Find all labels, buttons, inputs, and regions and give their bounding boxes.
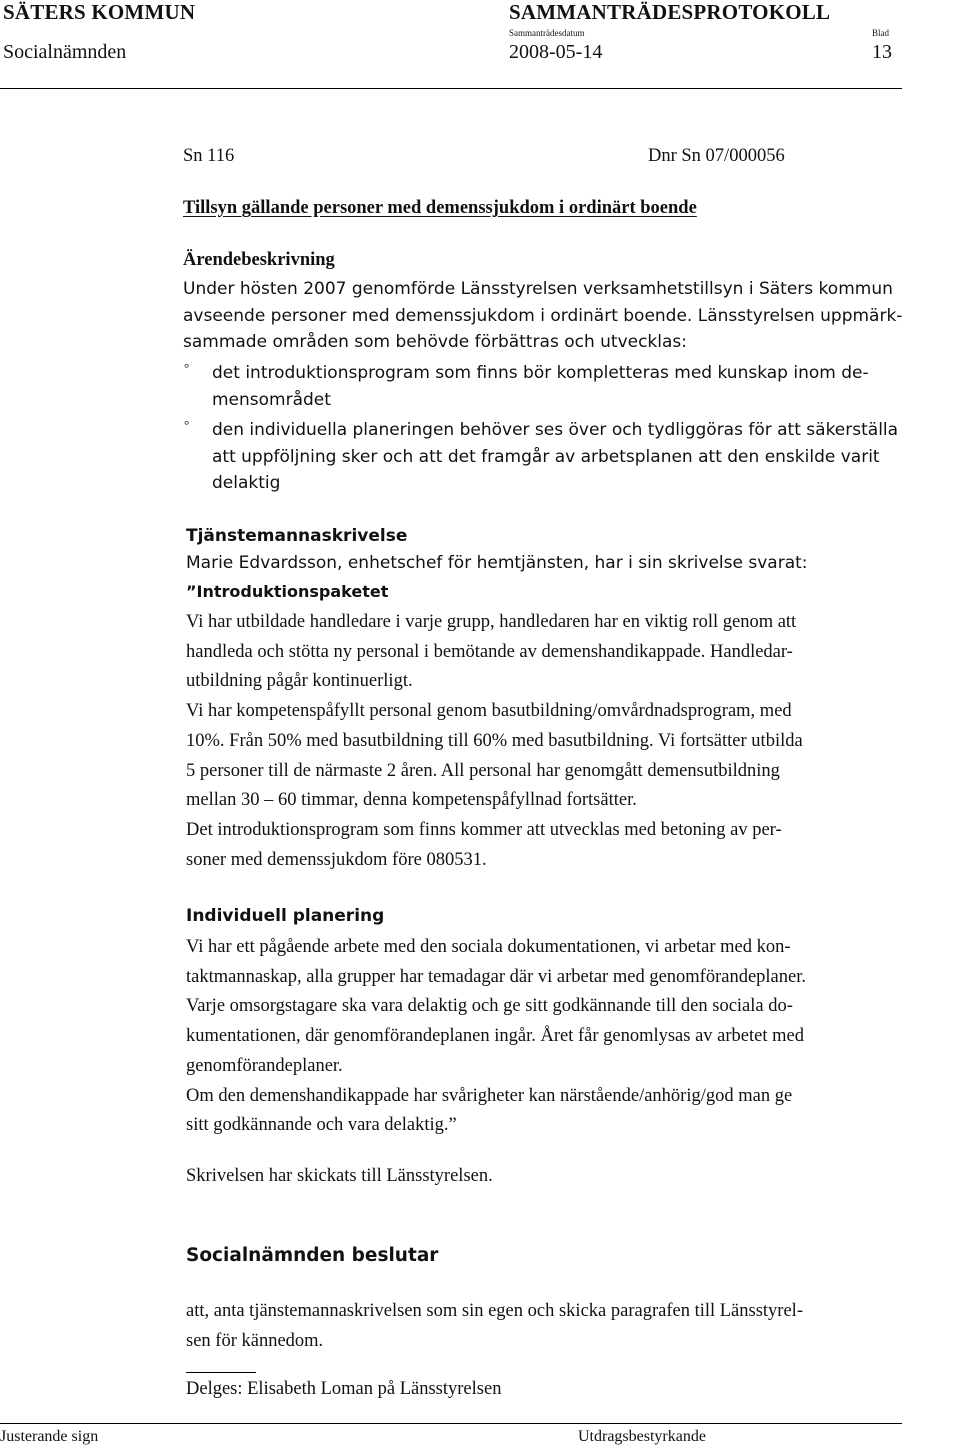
municipality-name: SÄTERS KOMMUN — [3, 0, 196, 24]
text-line: att uppföljning sker och att det framgår av arbetsplanen att den enskilde varit — [212, 446, 880, 467]
text-line: utbildning pågår kontinuerligt. — [186, 671, 413, 692]
text-line: Vi har ett pågående arbete med den sociala dokumentationen, vi arbetar med kon- — [186, 937, 791, 957]
document-type: SAMMANTRÄDESPROTOKOLL — [509, 0, 831, 24]
text-line: mellan 30 – 60 timmar, denna kompetenspåfyllnad fortsätter. — [186, 790, 637, 811]
tjansteman-heading: Tjänstemannaskrivelse — [186, 526, 408, 546]
footer-utdrag: Utdragsbestyrkande — [578, 1428, 706, 1445]
beslut-body — [186, 1297, 803, 1356]
header-rule — [0, 88, 902, 89]
arende-heading: Ärendebeskrivning — [183, 250, 335, 270]
text-line: sammade områden som behövde förbättras och utvecklas: — [183, 332, 688, 352]
text-line: Vi har utbildade handledare i varje grupp, handledaren har en viktig roll genom att — [186, 612, 797, 632]
footer-rule — [0, 1423, 902, 1424]
text-line: Under hösten 2007 genomförde Länsstyrelsen verksamhetstillsyn i Säters kommun — [183, 279, 893, 299]
text-line: taktmannaskap, alla grupper har temadagar där vi arbetar med genomförandeplaner. — [186, 966, 806, 987]
text-line: att, anta tjänstemannaskrivelsen som sin egen och skicka paragrafen till Länsstyrel- — [186, 1301, 803, 1321]
text-line: Om den demenshandikappade har svårigheter kan närstående/anhörig/god man ge — [186, 1085, 793, 1106]
bullet-item — [212, 417, 898, 497]
text-line: avseende personer med demenssjukdom i ordinärt boende. Länsstyrelsen uppmärk- — [183, 305, 903, 326]
text-line: det introduktionsprogram som finns bör kompletteras med kunskap inom de- — [212, 363, 869, 383]
committee-name: Socialnämnden — [3, 41, 127, 63]
introduktion-subheading: ”Introduktionspaketet — [186, 582, 389, 601]
tjansteman-body — [186, 608, 803, 875]
text-line: mensområdet — [212, 389, 331, 410]
page-label: Blad — [872, 28, 889, 38]
text-line: soner med demenssjukdom före 080531. — [186, 849, 487, 870]
text-line: den individuella planeringen behöver ses över och tydliggöras för att säkerställa — [212, 420, 899, 440]
text-line: genomförandeplaner. — [186, 1055, 343, 1076]
text-line: Vi har kompetenspåfyllt personal genom basutbildning/omvårdnadsprogram, med — [186, 701, 792, 722]
diary-number: Dnr Sn 07/000056 — [648, 146, 785, 166]
bullet-symbol: ° — [184, 360, 190, 375]
individuell-heading: Individuell planering — [186, 906, 385, 926]
text-line: kumentationen, där genomförandeplanen ingår. Året får genomlysas av arbetet med — [186, 1026, 804, 1047]
text-line: delaktig — [212, 473, 281, 493]
footer-justerande: Justerande sign — [0, 1428, 99, 1445]
sent-note: Skrivelsen har skickats till Länsstyrelsen. — [186, 1166, 493, 1186]
text-line: Varje omsorgstagare ska vara delaktig och ge sitt godkännande till den sociala do- — [186, 996, 793, 1017]
delges-line: Delges: Elisabeth Loman på Länsstyrelsen — [186, 1379, 502, 1399]
text-line: Det introduktionsprogram som finns kommer att utvecklas med betoning av per- — [186, 819, 782, 840]
text-line: 10%. Från 50% med basutbildning till 60% med basutbildning. Vi fortsätter utbilda — [186, 730, 803, 751]
section-title: Tillsyn gällande personer med demenssjukdom i ordinärt boende — [183, 198, 697, 218]
page-number: 13 — [872, 41, 892, 63]
tjansteman-intro: Marie Edvardsson, enhetschef för hemtjänsten, har i sin skrivelse svarat: — [186, 553, 808, 573]
bullet-item — [212, 360, 869, 413]
text-line: 5 personer till de närmaste 2 åren. All personal har genomgått demensutbildning — [186, 760, 780, 781]
signature-rule — [186, 1372, 256, 1373]
meeting-date-label: Sammanträdesdatum — [509, 28, 585, 38]
paragraph-number: Sn 116 — [183, 146, 235, 166]
text-line: handleda och stötta ny personal i bemötande av demenshandikappade. Handledar- — [186, 641, 793, 662]
individuell-body — [186, 933, 806, 1141]
arende-intro — [183, 276, 902, 356]
text-line: sen för kännedom. — [186, 1330, 324, 1351]
bullet-symbol: ° — [184, 417, 190, 432]
meeting-date: 2008-05-14 — [509, 41, 603, 63]
beslut-heading: Socialnämnden beslutar — [186, 1245, 439, 1266]
text-line: sitt godkännande och vara delaktig.” — [186, 1115, 457, 1136]
